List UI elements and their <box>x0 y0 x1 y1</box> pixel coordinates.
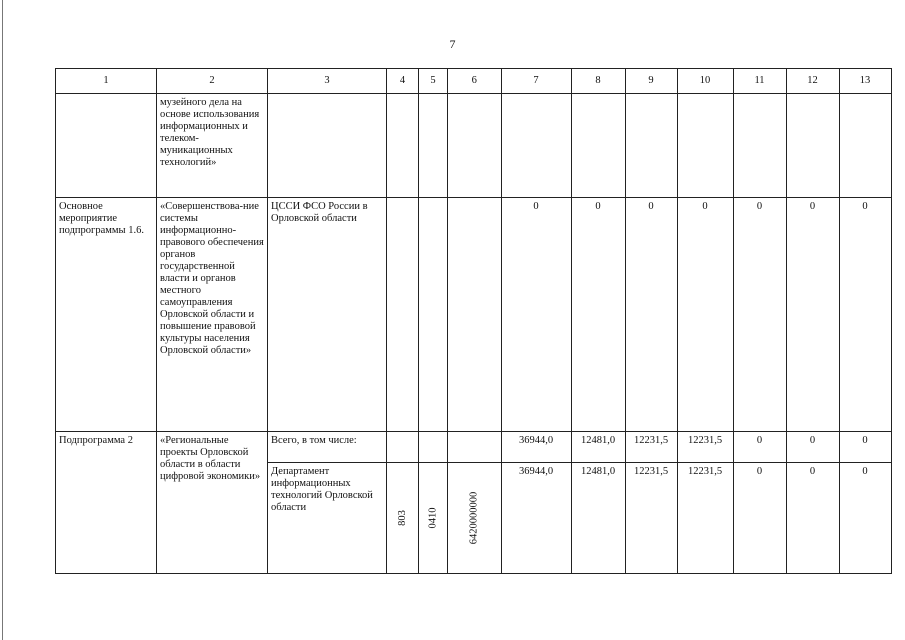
header-cell-10: 10 <box>677 69 733 94</box>
cell-empty <box>387 432 419 463</box>
value-cell-7: 36944,0 <box>501 463 571 574</box>
program-status-cell: Подпрограмма 2 <box>56 432 157 574</box>
cell-empty <box>786 94 839 198</box>
value-cell-11: 0 <box>733 432 786 463</box>
value-cell-13: 0 <box>839 432 891 463</box>
event-name-cell: «Совершенствова-ние системы информационно-правового обеспечения органов государственной власти и органов местного самоуправления Орловской области и повышение правовой культуры населения Орловской области» <box>157 198 268 432</box>
header-cell-7: 7 <box>501 69 571 94</box>
grbs-code-cell <box>387 463 419 574</box>
cell-empty <box>839 94 891 198</box>
value-cell-7: 0 <box>501 198 571 432</box>
cell-empty <box>448 198 502 432</box>
table-row <box>56 198 892 432</box>
header-cell-13: 13 <box>839 69 891 94</box>
cell-empty <box>448 432 502 463</box>
value-cell-10: 12231,5 <box>677 432 733 463</box>
value-cell-8: 0 <box>571 198 625 432</box>
header-cell-11: 11 <box>733 69 786 94</box>
header-cell-9: 9 <box>625 69 677 94</box>
header-cell-3: 3 <box>268 69 387 94</box>
cell-empty <box>387 198 419 432</box>
program-status-cell: Основное мероприятие подпрограммы 1.6. <box>56 198 157 432</box>
cell-empty <box>733 94 786 198</box>
value-cell-7: 36944,0 <box>501 432 571 463</box>
cell-empty <box>387 94 419 198</box>
grbs-code: 803 <box>396 510 408 526</box>
header-cell-4: 4 <box>387 69 419 94</box>
rzpr-code: 0410 <box>427 507 438 529</box>
table-row <box>56 94 892 198</box>
cell-empty <box>419 432 448 463</box>
csr-code: 6420000000 <box>468 491 480 545</box>
value-cell-9: 12231,5 <box>625 432 677 463</box>
event-name-cell: «Региональные проекты Орловской области в области цифровой экономики» <box>157 432 268 574</box>
cell-empty <box>56 94 157 198</box>
value-cell-13: 0 <box>839 198 891 432</box>
event-name-cell: музейного дела на основе использования информационных и телеком-муникационных технологий» <box>157 94 268 198</box>
table-row <box>56 432 892 463</box>
executor-cell: Департамент информационных технологий Орловской области <box>268 463 387 574</box>
cell-empty <box>448 94 502 198</box>
value-cell-12: 0 <box>786 198 839 432</box>
cell-empty <box>501 94 571 198</box>
page-edge-line <box>2 0 3 640</box>
value-cell-11: 0 <box>733 198 786 432</box>
value-cell-11: 0 <box>733 463 786 574</box>
cell-empty <box>625 94 677 198</box>
header-cell-2: 2 <box>157 69 268 94</box>
csr-code-cell <box>448 463 502 574</box>
header-row <box>56 69 892 94</box>
header-cell-1: 1 <box>56 69 157 94</box>
cell-empty <box>268 94 387 198</box>
header-cell-8: 8 <box>571 69 625 94</box>
executor-cell: Всего, в том числе: <box>268 432 387 463</box>
header-cell-5: 5 <box>419 69 448 94</box>
header-cell-12: 12 <box>786 69 839 94</box>
value-cell-10: 0 <box>677 198 733 432</box>
header-cell-6: 6 <box>448 69 502 94</box>
rzpr-code-cell <box>419 463 448 574</box>
page-number: 7 <box>449 37 456 51</box>
cell-empty <box>419 198 448 432</box>
value-cell-8: 12481,0 <box>571 463 625 574</box>
value-cell-10: 12231,5 <box>677 463 733 574</box>
value-cell-13: 0 <box>839 463 891 574</box>
value-cell-12: 0 <box>786 432 839 463</box>
executor-cell: ЦССИ ФСО России в Орловской области <box>268 198 387 432</box>
value-cell-9: 0 <box>625 198 677 432</box>
cell-empty <box>571 94 625 198</box>
value-cell-9: 12231,5 <box>625 463 677 574</box>
cell-empty <box>677 94 733 198</box>
value-cell-8: 12481,0 <box>571 432 625 463</box>
cell-empty <box>419 94 448 198</box>
budget-table <box>55 68 892 574</box>
value-cell-12: 0 <box>786 463 839 574</box>
